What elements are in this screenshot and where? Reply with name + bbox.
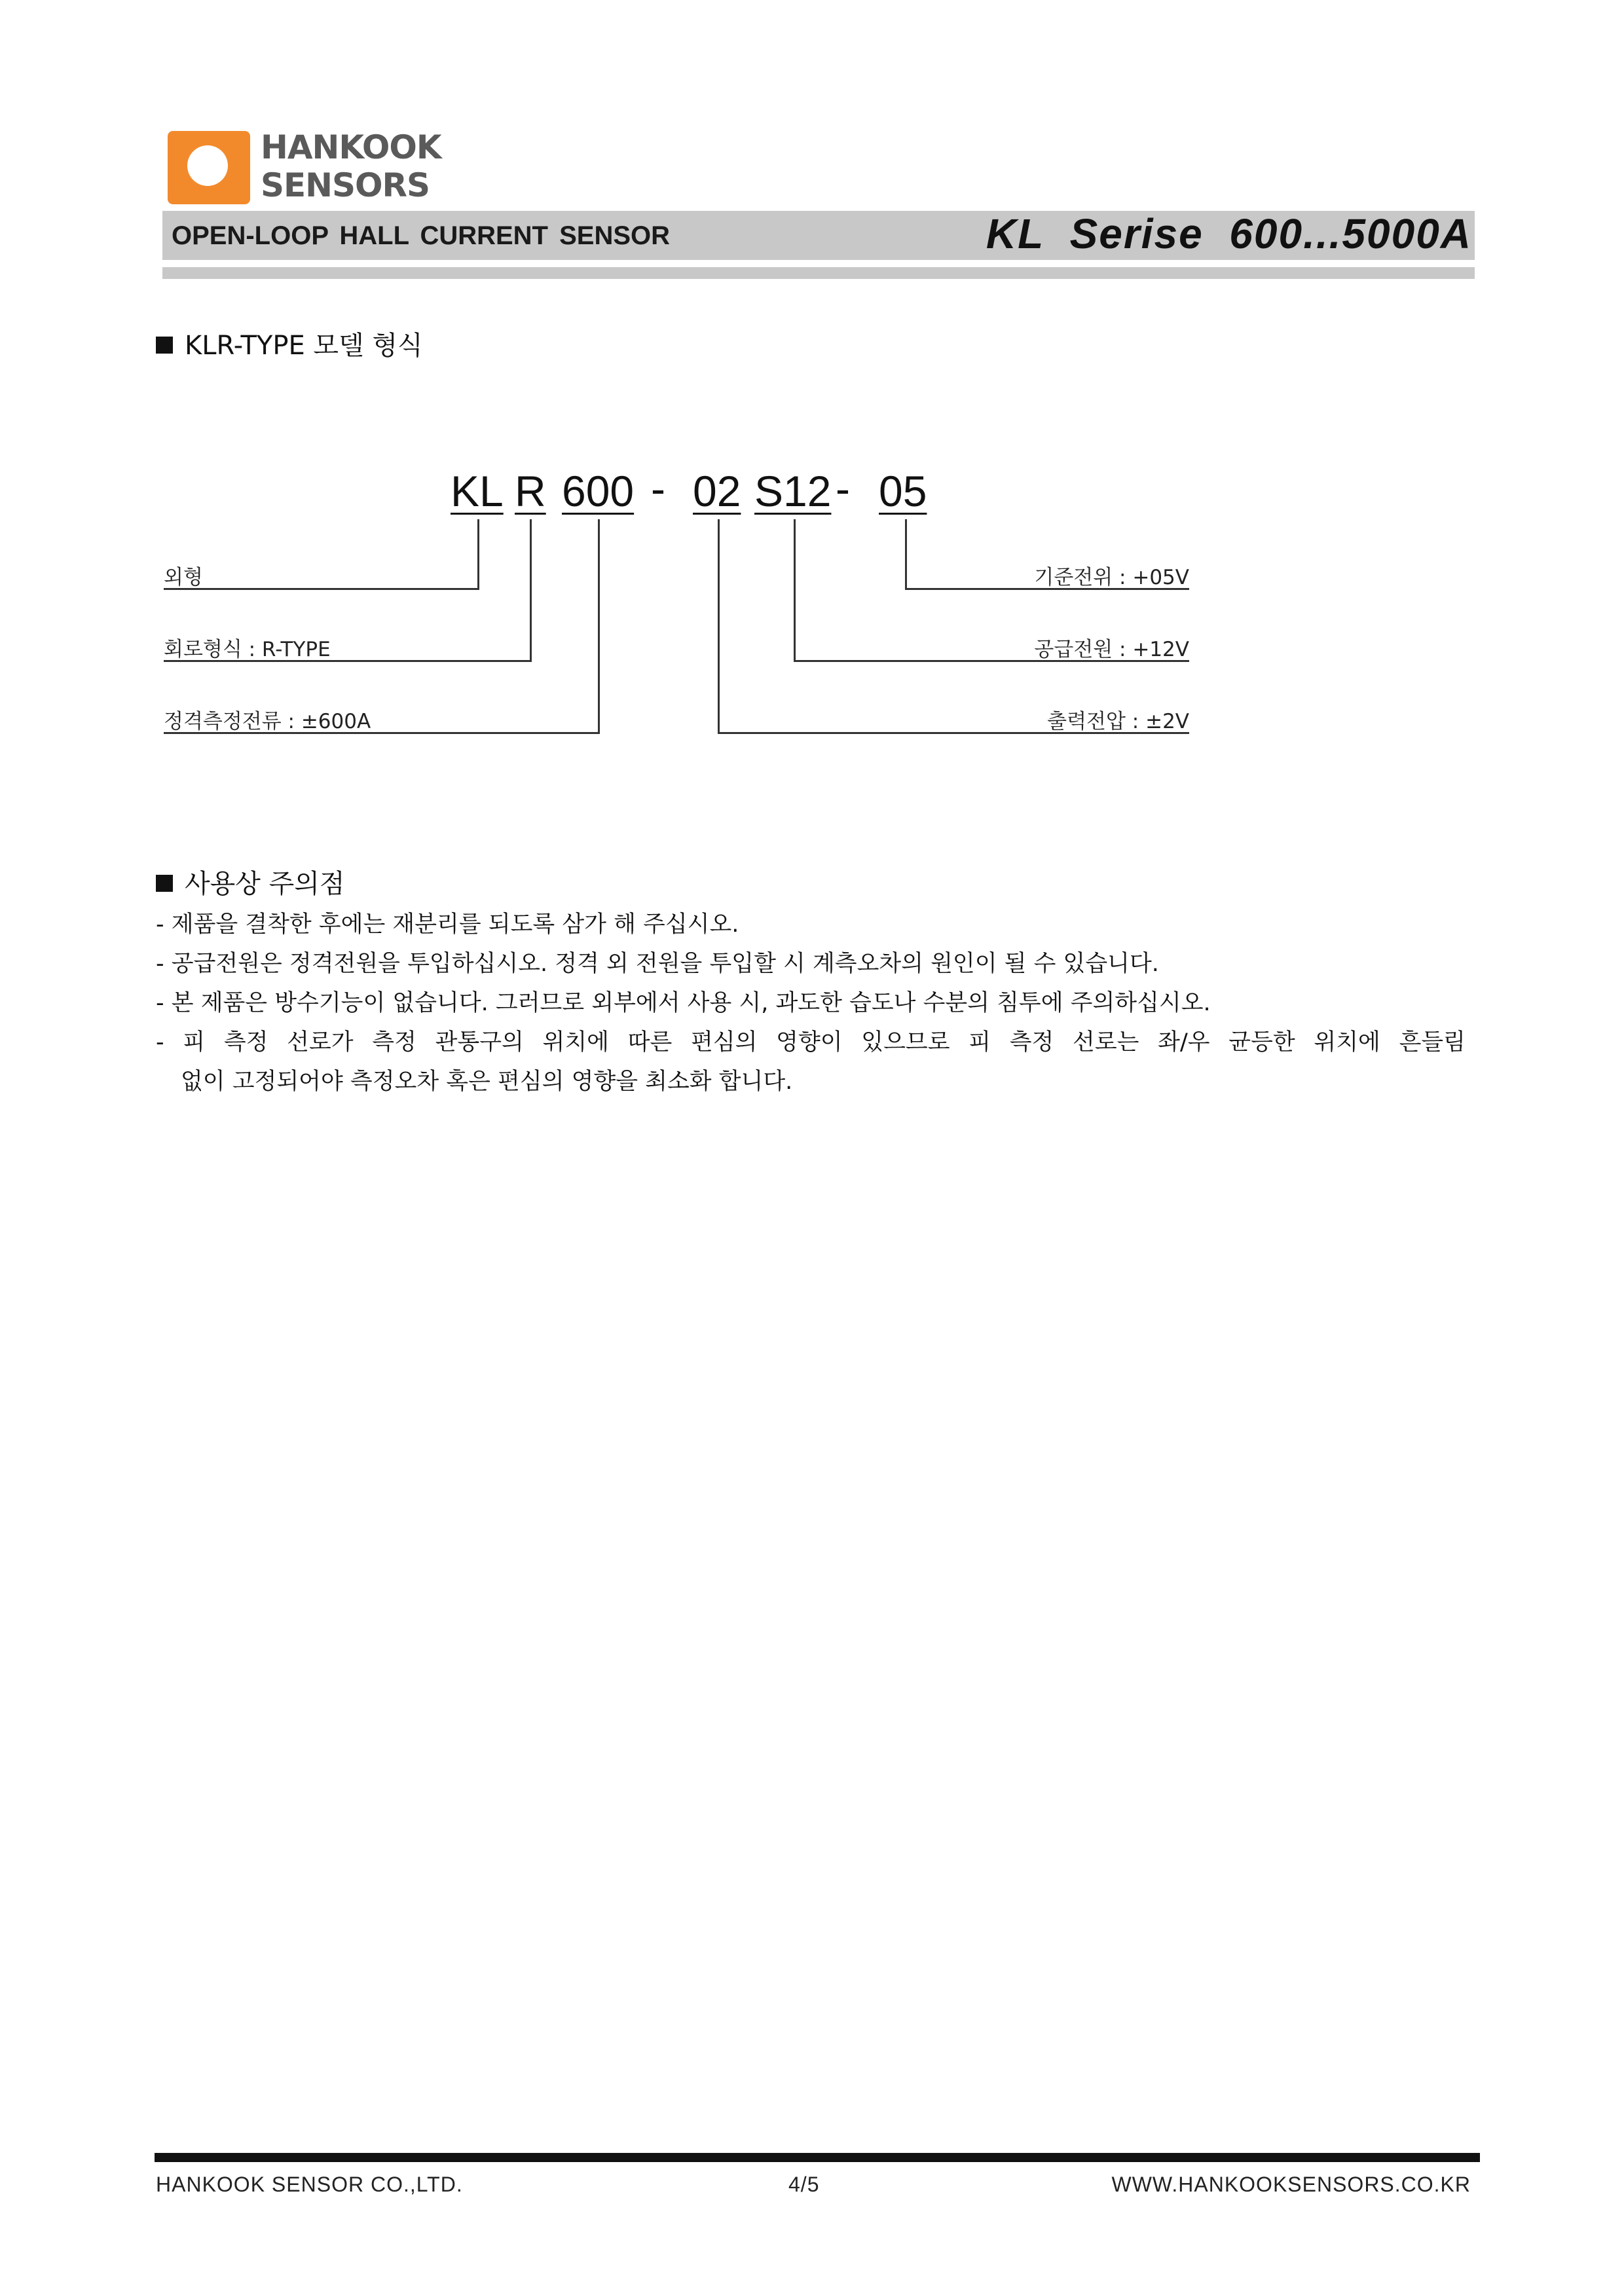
logo-line-2: SENSORS bbox=[261, 166, 430, 204]
leader-shape-vertical bbox=[477, 519, 479, 590]
model-section-heading bbox=[156, 325, 423, 362]
label-shape: 외형 bbox=[164, 566, 203, 589]
leader-current-vertical bbox=[598, 519, 600, 734]
series-title: KL Serise 600...5000A bbox=[986, 210, 1472, 257]
label-reference-voltage: 기준전위 : +05V bbox=[1034, 566, 1189, 589]
code-dash-2: - bbox=[836, 464, 850, 513]
code-dash-1: - bbox=[651, 464, 665, 513]
logo-text bbox=[261, 128, 441, 204]
leader-shape-horizontal bbox=[164, 588, 479, 590]
code-part-05: 05 bbox=[879, 467, 927, 515]
code-part-600: 600 bbox=[562, 467, 635, 515]
leader-output-vertical bbox=[718, 519, 720, 734]
caution-note-3: - 본 제품은 방수기능이 없습니다. 그러므로 외부에서 사용 시, 과도한 습도나 수분의 침투에 주의하십시오. bbox=[156, 990, 1211, 1016]
leader-reference-vertical bbox=[905, 519, 907, 590]
caution-note-1: - 제품을 결착한 후에는 재분리를 되도록 삼가 해 주십시오. bbox=[156, 911, 739, 938]
header-underline bbox=[162, 267, 1475, 279]
footer-website: WWW.HANKOOKSENSORS.CO.KR bbox=[1111, 2173, 1471, 2196]
footer-page-number: 4/5 bbox=[788, 2173, 820, 2196]
caution-note-2: - 공급전원은 정격전원을 투입하십시오. 정격 외 전원을 투입할 시 계측오차의 원인이 될 수 있습니다. bbox=[156, 951, 1159, 977]
caution-note-4: - 피 측정 선로가 측정 관통구의 위치에 따른 편심의 영향이 있으므로 피 측정 선로는 좌/우 균등한 위치에 흔들림 bbox=[156, 1029, 1466, 1056]
logo-line-1: HANKOOK bbox=[261, 128, 441, 166]
label-circuit-type: 회로형식 : R-TYPE bbox=[164, 638, 331, 661]
caution-section-heading-text: 사용상 주의점 bbox=[185, 869, 345, 899]
caution-section-heading bbox=[156, 863, 345, 900]
code-part-r: R bbox=[515, 467, 546, 515]
bullet-square-icon bbox=[156, 337, 173, 354]
code-part-s12: S12 bbox=[754, 467, 832, 515]
label-supply-voltage: 공급전원 : +12V bbox=[1034, 638, 1189, 661]
leader-supply-vertical bbox=[794, 519, 796, 662]
leader-circuit-vertical bbox=[530, 519, 532, 662]
code-part-02: 02 bbox=[693, 467, 741, 515]
label-rated-current: 정격측정전류 : ±600A bbox=[164, 710, 371, 733]
document-subtitle: OPEN-LOOP HALL CURRENT SENSOR bbox=[172, 221, 671, 250]
code-part-kl: KL bbox=[451, 467, 504, 515]
footer-company: HANKOOK SENSOR CO.,LTD. bbox=[156, 2173, 463, 2196]
label-output-voltage: 출력전압 : ±2V bbox=[1047, 710, 1189, 733]
logo-mark bbox=[168, 131, 250, 204]
bullet-square-icon bbox=[156, 875, 173, 892]
caution-note-4-continued: 없이 고정되어야 측정오차 혹은 편심의 영향을 최소화 합니다. bbox=[181, 1069, 793, 1095]
footer-rule bbox=[155, 2153, 1480, 2162]
model-section-heading-text: KLR-TYPE 모델 형식 bbox=[185, 331, 423, 361]
